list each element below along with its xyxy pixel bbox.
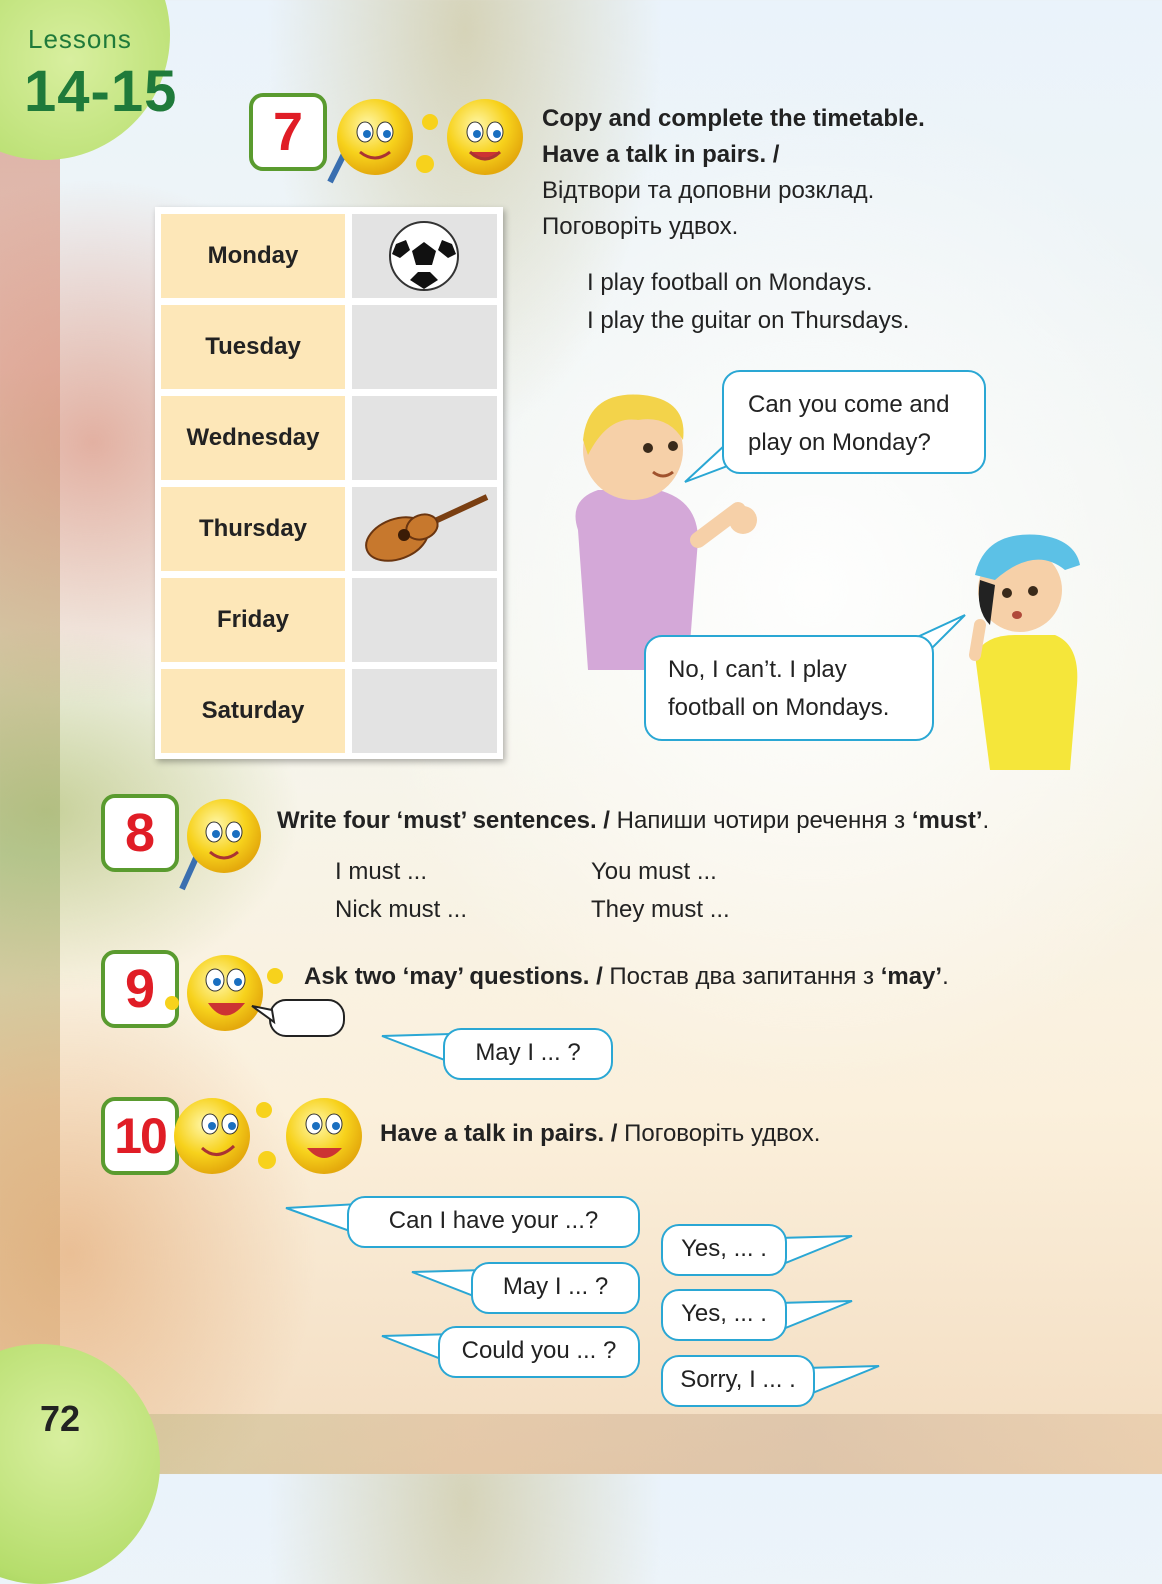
timetable-row — [161, 669, 497, 753]
must-prompt: They must ... — [591, 896, 730, 923]
background-decoration — [0, 0, 60, 1474]
exercise-9-number-text: 9 — [124, 959, 156, 1019]
exercise-9-instruction — [304, 959, 949, 995]
boy-cap-illustration — [955, 515, 1085, 770]
bubble-text: Yes, ... . — [681, 1300, 767, 1327]
speech-bubble-may — [443, 1028, 613, 1080]
must-prompt: You must ... — [591, 858, 717, 885]
guitar-icon — [352, 487, 497, 571]
instruction-en-line1: Copy and complete the timetable. — [542, 105, 925, 132]
instruction-ua-line1: Відтвори та доповни розклад. — [542, 177, 875, 204]
exercise-10-number — [101, 1097, 179, 1175]
timetable-activity-cell[interactable] — [352, 396, 497, 480]
exercise-8-number — [101, 794, 179, 872]
timetable-day: Tuesday — [161, 305, 345, 389]
instruction-ua: Поговоріть удвох. — [624, 1120, 821, 1147]
instruction-ua-line2: Поговоріть удвох. — [542, 213, 739, 240]
timetable-activity-cell[interactable] — [352, 214, 497, 298]
exercise-7-number — [249, 93, 327, 171]
smileys-writing-talking-icon — [320, 92, 530, 187]
answer-bubble — [661, 1289, 787, 1341]
instruction-en: Ask two ‘may’ questions. / — [304, 963, 603, 990]
timetable-day: Thursday — [161, 487, 345, 571]
speech-bubble-boy1 — [722, 370, 986, 474]
timetable-row — [161, 214, 497, 298]
speech-bubble-boy2 — [644, 635, 934, 741]
timetable-activity-cell[interactable] — [352, 669, 497, 753]
question-bubble — [438, 1326, 640, 1378]
instruction-end: . — [982, 807, 990, 834]
bubble-text: May I ... ? — [475, 1039, 581, 1066]
exercise-10-instruction — [380, 1116, 820, 1152]
instruction-keyword: ‘must’ — [911, 807, 983, 834]
example-line: I play football on Mondays. — [587, 269, 873, 296]
bubble-text: Can you come and — [748, 391, 950, 418]
football-icon — [352, 214, 497, 298]
timetable-row — [161, 305, 497, 389]
bubble-text: No, I can’t. I play — [668, 656, 847, 683]
timetable-day: Monday — [161, 214, 345, 298]
exercise-7-instruction — [542, 101, 925, 245]
instruction-ua: Постав два запитання з — [609, 963, 875, 990]
timetable-day: Friday — [161, 578, 345, 662]
smiley-writing-icon — [172, 794, 267, 894]
bubble-text: Could you ... ? — [461, 1337, 617, 1364]
answer-bubble — [661, 1224, 787, 1276]
bubble-text: Can I have your ...? — [388, 1207, 599, 1234]
instruction-end: . — [942, 963, 949, 990]
lesson-number: 14-15 — [24, 59, 178, 124]
instruction-en: Have a talk in pairs. / — [380, 1120, 618, 1147]
instruction-ua: Напиши чотири речення з — [616, 807, 906, 834]
page-number-badge — [0, 1344, 160, 1584]
timetable-activity-cell[interactable] — [352, 305, 497, 389]
exercise-7-number-text: 7 — [272, 102, 304, 162]
exercise-8-instruction — [277, 803, 989, 839]
bubble-text: football on Mondays. — [668, 694, 890, 721]
exercise-7-examples — [587, 264, 909, 340]
instruction-keyword: ‘may’ — [880, 963, 943, 990]
timetable-row — [161, 396, 497, 480]
bubble-text: May I ... ? — [502, 1273, 609, 1300]
timetable-activity-cell[interactable] — [352, 578, 497, 662]
question-bubble — [347, 1196, 640, 1248]
timetable-activity-cell[interactable] — [352, 487, 497, 571]
bubble-text: Yes, ... . — [681, 1235, 767, 1262]
instruction-en: Write four ‘must’ sentences. / — [277, 807, 610, 834]
timetable — [155, 207, 503, 759]
exercise-10-number-text: 10 — [114, 1108, 166, 1164]
timetable-day: Saturday — [161, 669, 345, 753]
must-prompt: Nick must ... — [335, 896, 468, 923]
example-line: I play the guitar on Thursdays. — [587, 307, 910, 334]
exercise-8-number-text: 8 — [124, 803, 156, 863]
must-prompt: I must ... — [335, 858, 428, 885]
answer-bubble — [661, 1355, 815, 1407]
smileys-talking-pair-icon — [172, 1088, 367, 1183]
timetable-day: Wednesday — [161, 396, 345, 480]
bubble-text: play on Monday? — [748, 429, 931, 456]
timetable-row — [161, 487, 497, 571]
timetable-row — [161, 578, 497, 662]
background-decoration-bottom — [0, 1414, 1162, 1474]
lesson-label: Lessons — [28, 24, 132, 54]
bubble-text: Sorry, I ... . — [680, 1366, 796, 1393]
instruction-en-line2: Have a talk in pairs. / — [542, 141, 780, 168]
page-number: 72 — [40, 1398, 81, 1439]
question-bubble — [471, 1262, 640, 1314]
